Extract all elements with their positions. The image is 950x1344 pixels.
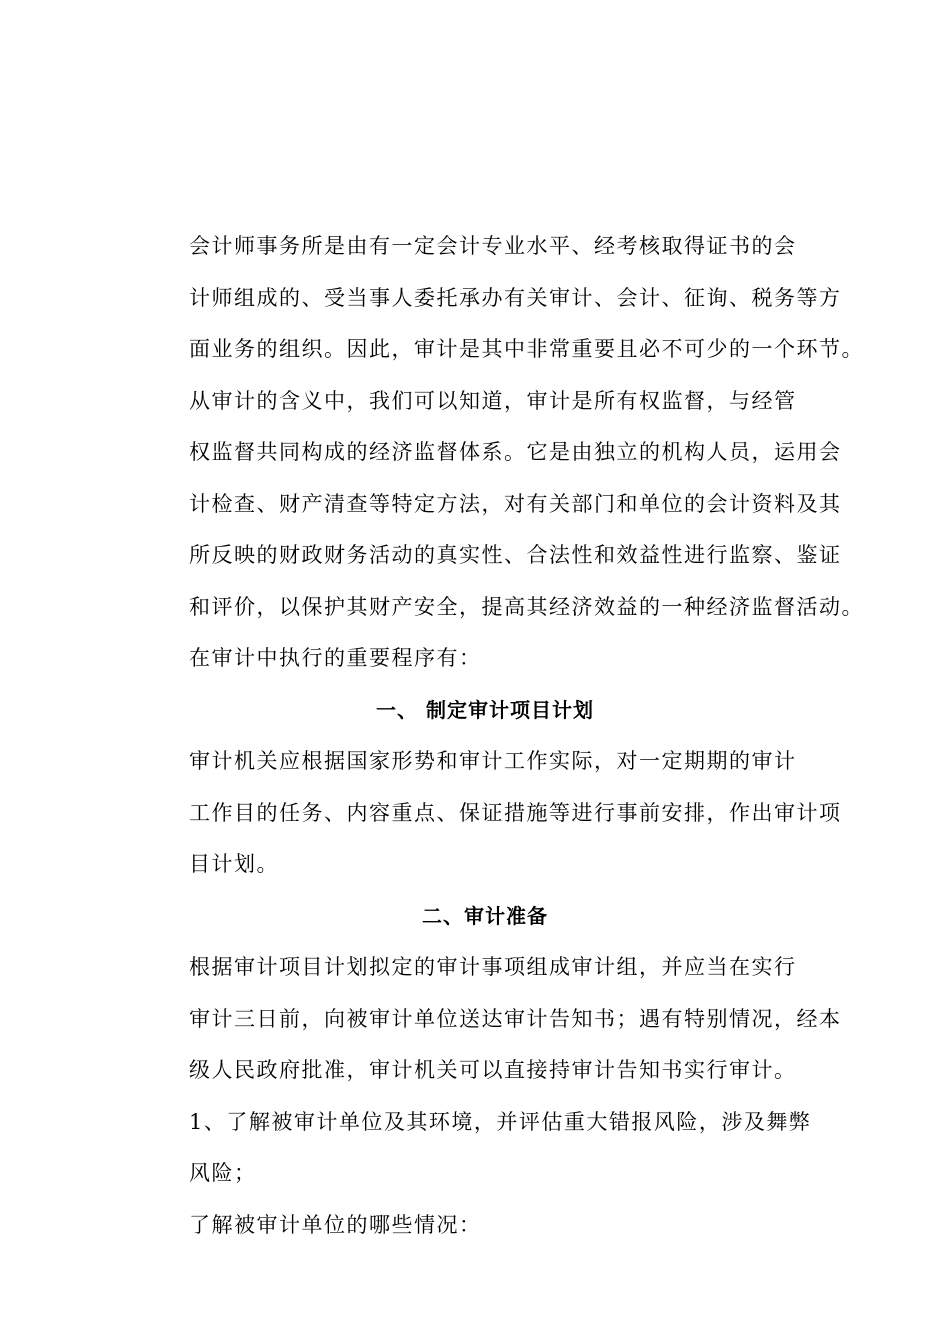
text-line: 从审计的含义中，我们可以知道，审计是所有权监督，与经管: [189, 388, 797, 413]
text-line: 了解被审计单位的哪些情况：: [189, 1212, 482, 1237]
text-line: 工作目的任务、内容重点、保证措施等进行事前安排，作出审计项: [189, 800, 842, 825]
section-heading-audit-plan: 一、 制定审计项目计划: [376, 697, 594, 722]
text-line: 会计师事务所是由有一定会计专业水平、经考核取得证书的会: [189, 234, 797, 258]
text-line: 1、了解被审计单位及其环境，并评估重大错报风险，涉及舞弊: [189, 1109, 812, 1134]
text-line: 目计划。: [189, 852, 279, 876]
text-line: 面业务的组织。因此，审计是其中非常重要且必不可少的一个环节。: [189, 337, 864, 361]
text-line: 审计机关应根据国家形势和审计工作实际，对一定期期的审计: [189, 749, 797, 773]
text-line: 级人民政府批准，审计机关可以直接持审计告知书实行审计。: [189, 1058, 797, 1082]
paragraph-audit-preparation: [145, 942, 842, 1097]
paragraph-audit-plan: [145, 736, 842, 891]
document-page: [145, 221, 864, 1251]
text-line: 计师组成的、受当事人委托承办有关审计、会计、征询、税务等方: [189, 285, 842, 310]
text-line: 和评价，以保护其财产安全，提高其经济效益的一种经济监督活动。: [189, 594, 864, 619]
text-line: 审计三日前，向被审计单位送达审计告知书；遇有特别情况，经本: [189, 1006, 842, 1031]
paragraph-audit-definition: [145, 376, 864, 685]
text-line: 权监督共同构成的经济监督体系。它是由独立的机构人员，运用会: [189, 440, 842, 464]
section-heading-audit-preparation: 二、审计准备: [422, 903, 548, 928]
text-line: 计检查、财产清查等特定方法，对有关部门和单位的会计资料及其: [189, 491, 842, 516]
text-line: 风险；: [189, 1161, 257, 1185]
text-line: 在审计中执行的重要程序有：: [189, 646, 482, 670]
paragraph-item-1: [145, 1097, 825, 1200]
paragraph-understand-entity: [145, 1200, 825, 1252]
text-line: 所反映的财政财务活动的真实性、合法性和效益性进行监察、鉴证: [189, 543, 842, 567]
text-line: 根据审计项目计划拟定的审计事项组成审计组，并应当在实行: [189, 955, 797, 979]
paragraph-accounting-firm: [145, 221, 864, 376]
